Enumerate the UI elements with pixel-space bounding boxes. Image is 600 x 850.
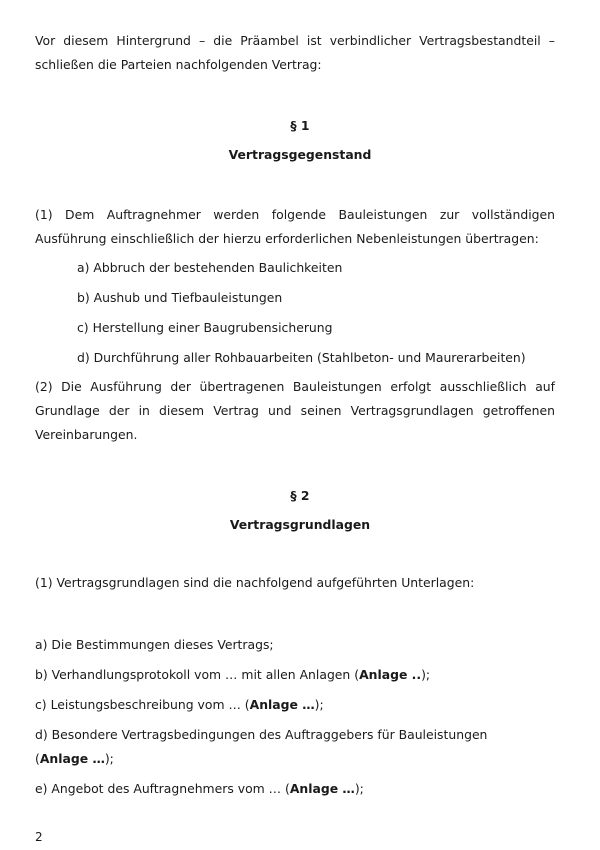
list-item: b) Aushub und Tiefbauleistungen: [77, 290, 283, 305]
section-1-number: § 1: [290, 118, 310, 133]
intro-line-1: Vor diesem Hintergrund – die Präambel ist verbindlicher Vertragsbestandteil –: [35, 33, 555, 48]
list-item: a) Die Bestimmungen dieses Vertrags;: [35, 637, 274, 652]
list-item: d) Besondere Vertragsbedingungen des Auftraggebers für Bauleistungen: [35, 727, 488, 742]
list-item: a) Abbruch der bestehenden Baulichkeiten: [77, 260, 343, 275]
list-item-continuation: (Anlage …);: [35, 751, 114, 766]
list-item: b) Verhandlungsprotokoll vom … mit allen Anlagen (Anlage ..);: [35, 667, 431, 682]
section-2-paragraph-1: (1) Vertragsgrundlagen sind die nachfolgend aufgeführten Unterlagen:: [35, 575, 475, 590]
list-item: d) Durchführung aller Rohbauarbeiten (Stahlbeton- und Maurerarbeiten): [77, 350, 526, 365]
list-item: e) Angebot des Auftragnehmers vom … (Anlage …);: [35, 781, 364, 796]
list-item: c) Leistungsbeschreibung vom … (Anlage …);: [35, 697, 324, 712]
section-1-para-2-line-1: (2) Die Ausführung der übertragenen Bauleistungen erfolgt ausschließlich auf: [35, 379, 555, 394]
section-1-para-2-line-2: Grundlage der in diesem Vertrag und seinen Vertragsgrundlagen getroffenen: [35, 403, 555, 418]
intro-paragraph: [35, 29, 555, 77]
list-item: c) Herstellung einer Baugrubensicherung: [77, 320, 333, 335]
section-1-para-2-line-3: Vereinbarungen.: [35, 427, 138, 442]
section-1-paragraph-1: [35, 203, 555, 251]
page-number: 2: [35, 830, 43, 844]
section-1-para-1-line-1: (1) Dem Auftragnehmer werden folgende Bauleistungen zur vollständigen: [35, 207, 555, 222]
section-2-number: § 2: [290, 488, 310, 503]
intro-line-2: schließen die Parteien nachfolgenden Vertrag:: [35, 57, 322, 72]
section-1-para-1-line-2: Ausführung einschließlich der hierzu erforderlichen Nebenleistungen übertragen:: [35, 231, 539, 246]
section-1-title: Vertragsgegenstand: [228, 147, 372, 162]
section-2-title: Vertragsgrundlagen: [229, 517, 371, 532]
section-1-paragraph-2: [35, 375, 555, 447]
